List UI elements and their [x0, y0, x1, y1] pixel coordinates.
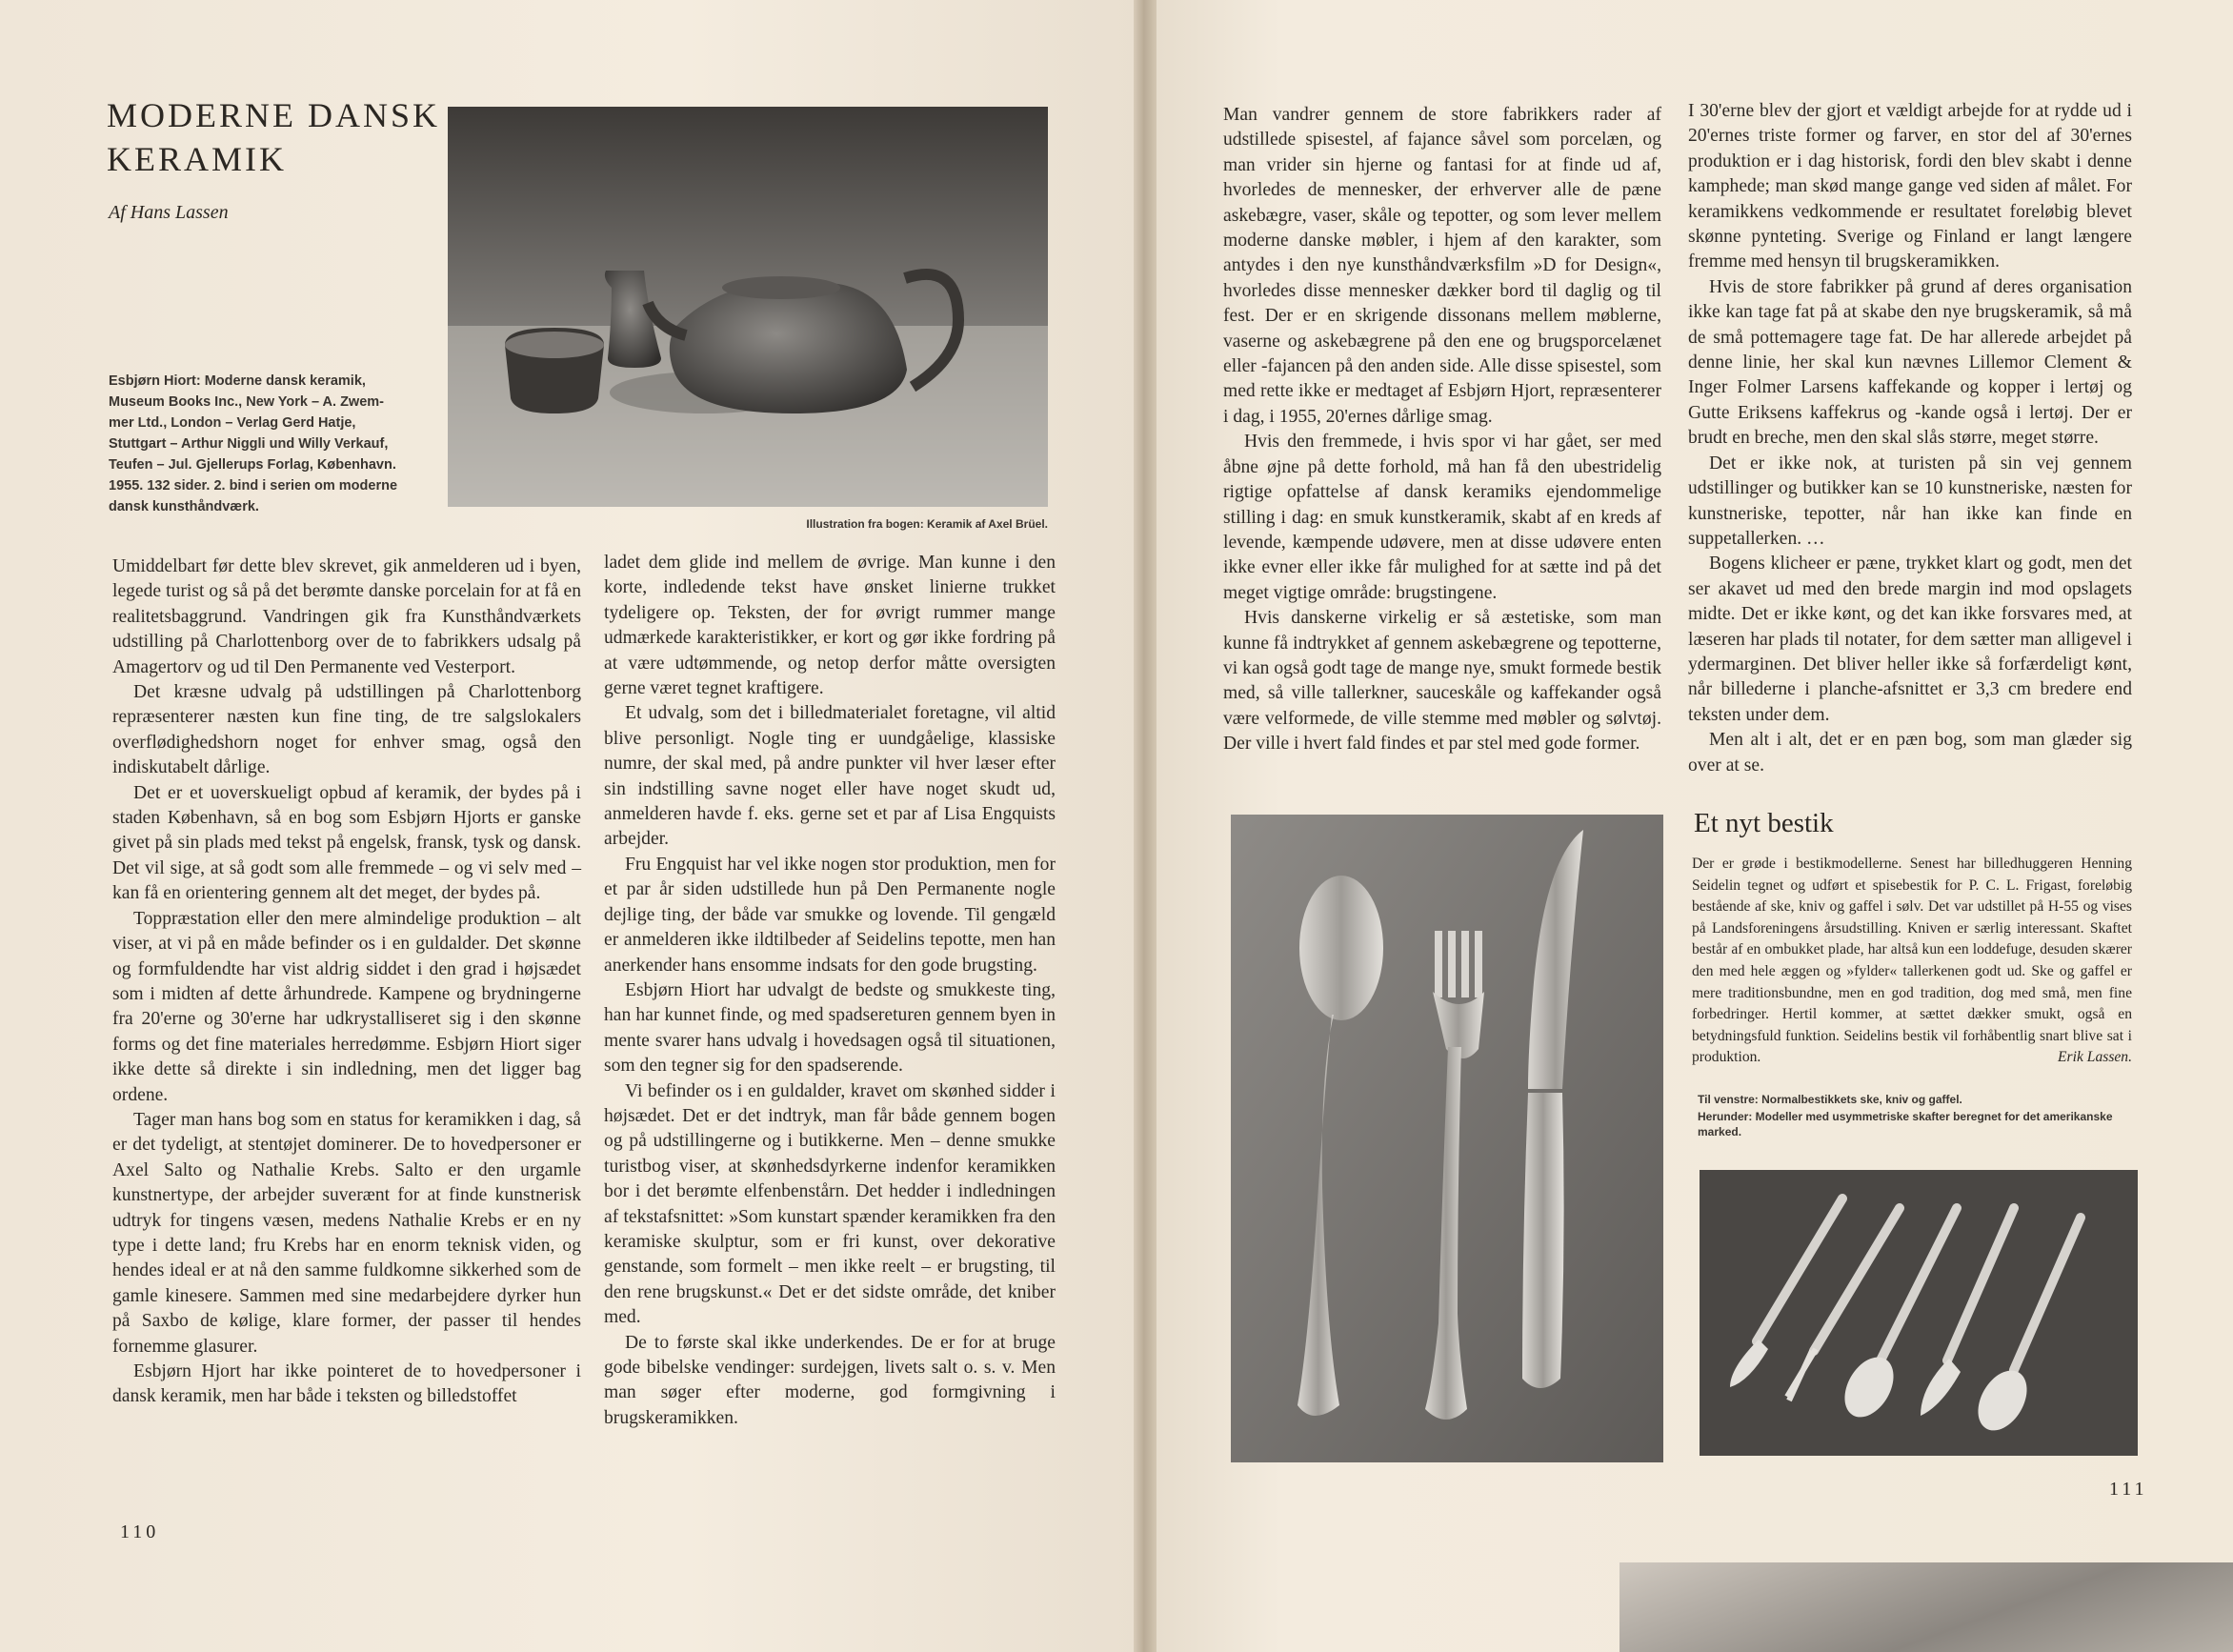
paragraph: Et udvalg, som det i billedmaterialet foretagne, vil altid blive personligt. Nogle ting er uundgåelige, klassiske numre, der skal med, på andre punkter vil hver læser efter sin indstilling savne noget eller have noget skudt ud, anmelderen havde f. eks. gerne set et par af Lisa Engquists arbejder. [604, 703, 1056, 850]
bibliography-line: Stuttgart – Arthur Niggli und Willy Verkauf, [109, 436, 389, 452]
paragraph: Hvis de store fabrikker på grund af deres organisation ikke kan tage fat på at skabe den nye brugskeramik, så må de små pottemagere tage fat. De har allerede arbejdet på denne linie, her skal kun nævnes Lillemor Clement & Inger Folmer Larsens kaffekande og kopper i lertøj og Gutte Eriksens kaffekrus og -kande også i lertøj. Der er brudt en breche, men den skal slås større, meget større. [1688, 276, 2132, 449]
paragraph: Bogens klicheer er pæne, trykket klart og godt, men det ser akavet ud med den brede margin ind mod opslagets midte. Det er ikke kønt, og det kan ikke forsvares med, at læseren har plads til notater, for dem sætter man alligevel i ydermarginen. Det bliver heller ikke så forfærdeligt kønt, når billederne i planche-afsnittet er 3,3 cm bredere end teksten under dem. [1688, 554, 2132, 725]
article-title: MODERNE DANSK KERAMIK [107, 96, 441, 178]
paragraph: Men alt i alt, det er en pæn bog, som man glæder sig over at se. [1688, 730, 2132, 776]
paragraph: Toppræstation eller den mere almindelige produktion – alt viser, at vi på en måde befinder os i en guldalder. Det skønne og formfuldendte har vist aldrig siddet i den grad i højsædet som i midten af dette århundrede. Kampene og brydningerne fra 20'erne og 30'erne har udkrystalliseret sig i den skønne forms og det fine materiales herredømme. Esbjørn Hiort siger ikke dette så direkte i sin indledning, men det ligger bag ordene. [112, 908, 581, 1105]
paragraph: Tager man hans bog som en status for keramikken i dag, så er det tydeligt, at stentøjet dominerer. De to hovedpersoner er Axel Salto og Nathalie Krebs. Salto er den urgamle kunstnertype, der arbejder suverænt for at finde kunstnerisk udtryk for tingens væsen, medens Nathalie Krebs er en ny type i dette land; fru Krebs har en enorm teknisk viden, og hendes ideal er at nå den samme fuldkomne sikkerhed som de gamle kinesere. Sammen med sine medarbejdere dyrker hun på Saxbo de kølige, klare former, der passer til hendes fornemme glasurer. [112, 1109, 581, 1357]
paragraph: Hvis danskerne virkelig er så æstetiske, som man kunne få indtrykket af gennem askebægrene og tepotterne, vi kan også godt tage de mange nye, smukt formede bestik med, så ville tallerkner, sauceskåle og kaffekander også være velformede, de ville stemme med møbler og sølvtøj. Der ville i hvert fald findes et par stel med gode former. [1223, 608, 1661, 755]
paragraph: Fru Engquist har vel ikke nogen stor produktion, men for et par år siden udstillede hun på Den Permanente nogle dejlige ting, der både var smukke og lovende. Til gengæld er anmelderen ikke ildtilbeder af Seidelins tepotte, men han anerkender hans ensomme indsats for den gode brugsting. [604, 854, 1056, 976]
paragraph: Det er et uoverskueligt opbud af keramik, der bydes på i staden København, så en bog som Esbjørn Hjorts er ganske givet på sin plads med tekst på engelsk, fransk, tysk og dansk. Det vil sige, at så godt som alle fremmede – og vi selv med – kan få en orientering gennem alt det meget, der bydes på. [112, 782, 581, 904]
bibliography-line: mer Ltd., London – Verlag Gerd Hatje, [109, 415, 356, 431]
article-author: Af Hans Lassen [109, 202, 229, 223]
ceramics-photo [448, 107, 1048, 507]
paragraph: Esbjørn Hjort har ikke pointeret de to hovedpersoner i dansk keramik, men har både i teksten og billedstoffet [112, 1361, 581, 1407]
paragraph: Esbjørn Hiort har udvalgt de bedste og smukkeste ting, han har kunnet finde, og med spadsereturen gennem byen in mente svarer hans udvalg i hovedsagen også til situationen, som den tegner sig for den spadserende. [604, 979, 1056, 1077]
left-column-1 [112, 554, 581, 1410]
paragraph: ladet dem glide ind mellem de øvrige. Man kunne i den korte, indledende tekst have ønsket linierne trukket tydeligere op. Teksten, der for øvrigt rummer mange udmærkede karakteristikker, er kort og gør ikke fordring på at være udtømmende, og netop derfor måtte oversigten gerne været tegnet kraftigere. [604, 553, 1056, 699]
cutlery-caption-2: Herunder: Modeller med usymmetriske skafter beregnet for det amerikanske marked. [1698, 1110, 2113, 1138]
paragraph: De to første skal ikke underkendes. De er for at bruge gode bibelske vendinger: surdejgen, livets salt o. s. v. Men man søger efter moderne, god formgivning i brugskeramikken. [604, 1332, 1056, 1428]
right-column-1 [1223, 103, 1661, 757]
illustration-caption: Illustration fra bogen: Keramik af Axel Brüel. [806, 517, 1048, 531]
section-heading: Et nyt bestik [1694, 808, 1834, 838]
bibliography-line: dansk kunsthåndværk. [109, 499, 259, 514]
bibliography-line: 1955. 132 sider. 2. bind i serien om moderne [109, 478, 398, 494]
page-number-right: 111 [2109, 1479, 2148, 1500]
paragraph: Hvis den fremmede, i hvis spor vi har gået, ser med åbne øjne på dette forhold, må han få den ubestridelig rigtige opfattelse af dansk keramiks ejendommelige stilling i dag: en smuk kunstkeramik, skabt af en kreds af levende, kæmpende udøvere, men at disse udøvere enten ikke evner eller ikke får mulighed for at sætte ind på det meget vigtige område: brugstingene. [1223, 432, 1661, 603]
paragraph: Vi befinder os i en guldalder, kravet om skønhed sidder i højsædet. Det er det indtryk, man får både gennem bogen og på udstillingerne og i butikkerne. Men – denne smukke turistbog viser, at skønhedsdyrkerne indenfor keramikken bor i det berømte elfenbenstårn. Det hedder i indledningen af tekstafsnittet: »Som kunstart spænder keramikken fra den keramiske skulptur, som er fri kunst, over dekorative genstande, som formelt – men ikke reelt – er brugsting, til den rene brugskunst.« Det er det sidste område, det kniber med. [604, 1080, 1056, 1328]
left-column-2 [604, 551, 1056, 1431]
bibliography-block [109, 371, 433, 517]
book-gutter [1134, 0, 1157, 1652]
right-column-2 [1688, 99, 2132, 778]
section-text: Der er grøde i bestikmodellerne. Senest har billedhuggeren Henning Seidelin tegnet og udført et spisebestik for P. C. L. Frigast, foreløbig bestående af ske, kniv og gaffel i sølv. Det var udstillet på H-55 og vises på Landsforeningens årsudstilling. Kniven er særlig interessant. Skaftet består af en ombukket plade, har altså kun een loddefuge, desuden skærer den med hele æggen og »fylder« tallerkenen godt ud. Ske og gaffel er mere traditionsbundne, men en god tradition, dog med små, men fine forbedringer. Hertil kommer, at sættet dækker smukt, også en betydningsfuld funktion. Seidelins bestik vil forhåbentlig snart blive sat i produktion. [1692, 856, 2132, 1066]
bibliography-line: Teufen – Jul. Gjellerups Forlag, København. [109, 457, 396, 473]
paragraph: Man vandrer gennem de store fabrikkers rader af udstillede spisestel, af fajance såvel som porcelæn, og man vrider sin hjerne og fantasi for at finde ud af, hvorledes de mennesker, der erhverver alle de pæne askebægre, vaser, skåle og tepotter, og som lever mellem moderne danske møbler, i hjem af den karakter, som antydes i den nye kunsthåndværksfilm »D for Design«, hvorledes disse mennesker dækker bord til daglig og til fest. Der er en skrigende dissonans mellem møblerne, vaserne og askebægrene på den ene og brugsporcelænet eller -fajancen på den anden side. Alle disse spisestel, som med rette ikke er medtaget af Esbjørn Hjort, repræsenterer i dag, i 1955, 20'ernes dårlige smag. [1223, 105, 1661, 427]
cutlery-photo-small [1700, 1170, 2138, 1456]
background-surface [1619, 1562, 2233, 1652]
cutlery-caption-1: Til venstre: Normalbestikkets ske, kniv og gaffel. [1698, 1093, 1962, 1106]
bibliography-line: Esbjørn Hiort: Moderne dansk keramik, [109, 373, 366, 389]
bibliography-line: Museum Books Inc., New York – A. Zwem- [109, 394, 384, 410]
section-body [1692, 854, 2132, 1069]
paragraph: Umiddelbart før dette blev skrevet, gik anmelderen ud i byen, legede turist og så på det berømte danske porcelain for at få en realitetsbaggrund. Vandringen gik fra Kunsthåndværkets udstilling på Charlottenborg over de to fabrikkers udsalg på Amagertorv og ud til Den Permanente ved Vesterport. [112, 556, 581, 677]
paragraph: Det kræsne udvalg på udstillingen på Charlottenborg repræsenterer næsten kun fine ting, de tre salgslokalers overflødighedshorn noget for enhver smag, også den indiskutabelt dårlige. [112, 682, 581, 778]
paragraph: Det er ikke nok, at turisten på sin vej gennem udstillinger og butikker kan se 10 kunstneriske, næsten for kunstneriske, tepotter, når han ikke kan finde en suppetallerken. … [1688, 453, 2132, 549]
cutlery-photo-large [1231, 815, 1663, 1462]
paragraph: I 30'erne blev der gjort et vældigt arbejde for at rydde ud i 20'ernes triste former og farver, en stor del af 30'ernes produktion er i dag historisk, fordi den blev skabt i denne kamphede; man skød mange gange ved siden af målet. For keramikkens vedkommende er resultatet foreløbig blevet skønne pynteting. Sverige og Finland er langt længere fremme med hensyn til brugskeramikken. [1688, 101, 2132, 272]
page-number-left: 110 [120, 1521, 160, 1542]
section-signature: Erik Lassen. [2058, 1049, 2132, 1066]
